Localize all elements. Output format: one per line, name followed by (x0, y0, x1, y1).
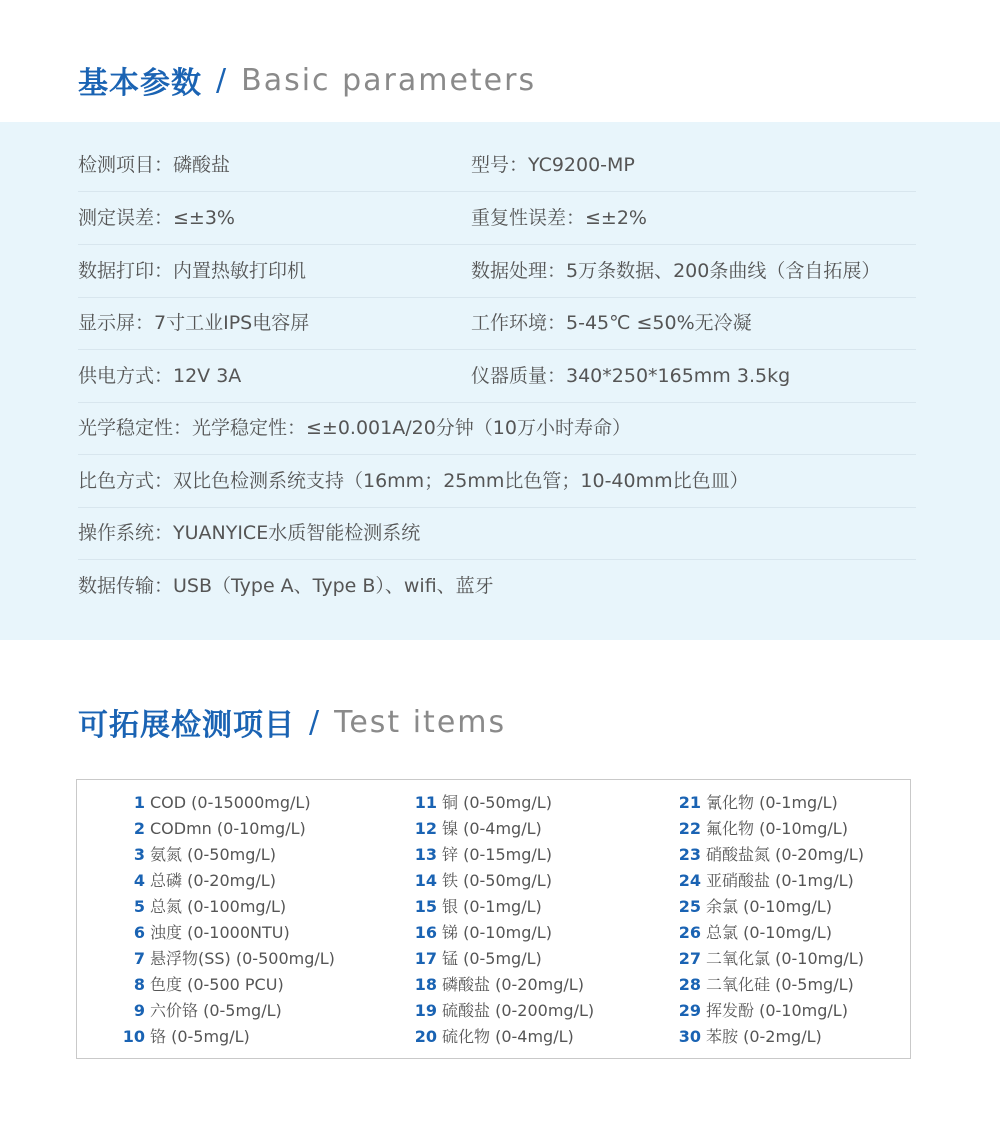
test-item-label: 铬 (0-5mg/L) (150, 1027, 250, 1046)
test-item (671, 816, 864, 842)
test-item-label: 二氧化硅 (0-5mg/L) (706, 975, 854, 994)
param-row (78, 455, 916, 508)
test-item-number: 29 (678, 1001, 701, 1020)
heading-zh: 可拓展检测项目 (78, 708, 295, 743)
param-item: 仪器质量：340*250*165mm 3.5kg (471, 365, 791, 387)
test-item (121, 946, 335, 972)
test-item (671, 946, 864, 972)
param-row (78, 507, 916, 560)
test-item-number: 24 (678, 871, 701, 890)
test-item (407, 842, 594, 868)
heading-en: Test items (334, 704, 507, 740)
param-item: 型号：YC9200-MP (471, 154, 635, 176)
test-item-label: 硝酸盐氮 (0-20mg/L) (706, 845, 864, 864)
test-item-number: 13 (414, 845, 437, 864)
test-item-number: 5 (133, 897, 145, 916)
param-row (78, 297, 916, 350)
param-row (78, 350, 916, 403)
test-item-label: 硫化物 (0-4mg/L) (442, 1027, 574, 1046)
test-item-label: 亚硝酸盐 (0-1mg/L) (706, 871, 854, 890)
test-item-number: 21 (678, 793, 701, 812)
param-item: 测定误差：≤±3% (78, 207, 235, 229)
test-item-label: 氟化物 (0-10mg/L) (706, 819, 848, 838)
param-item: 检测项目：磷酸盐 (78, 154, 231, 176)
test-item-number: 7 (133, 949, 145, 968)
test-item-number: 12 (414, 819, 437, 838)
test-item-number: 8 (133, 975, 145, 994)
test-item-label: 色度 (0-500 PCU) (150, 975, 284, 994)
test-item-number: 14 (414, 871, 437, 890)
param-row (78, 139, 916, 192)
test-item-number: 1 (133, 793, 145, 812)
param-item: 数据传输：USB（Type A、Type B）、wifi、蓝牙 (78, 575, 494, 597)
test-item (671, 998, 864, 1024)
param-item: 光学稳定性：光学稳定性：≤±0.001A/20分钟（10万小时寿命） (78, 417, 631, 439)
test-item-label: 浊度 (0-1000NTU) (150, 923, 290, 942)
param-item: 操作系统：YUANYICE水质智能检测系统 (78, 522, 421, 544)
heading-en: Basic parameters (241, 62, 537, 98)
test-item-number: 11 (414, 793, 437, 812)
param-item: 显示屏：7寸工业IPS电容屏 (78, 312, 310, 334)
test-item-label: 六价铬 (0-5mg/L) (150, 1001, 282, 1020)
test-item-label: 镍 (0-4mg/L) (442, 819, 542, 838)
test-item-number: 26 (678, 923, 701, 942)
test-item-label: 二氧化氯 (0-10mg/L) (706, 949, 864, 968)
heading-zh: 基本参数 (78, 66, 202, 101)
test-item-label: 锰 (0-5mg/L) (442, 949, 542, 968)
test-item-number: 6 (133, 923, 145, 942)
test-item (121, 1024, 335, 1050)
test-item-label: 铁 (0-50mg/L) (442, 871, 552, 890)
test-item-label: 挥发酚 (0-10mg/L) (706, 1001, 848, 1020)
parameters-panel (0, 122, 1000, 640)
test-item-number: 25 (678, 897, 701, 916)
param-row (78, 560, 916, 612)
test-item-label: 锑 (0-10mg/L) (442, 923, 552, 942)
param-row (78, 402, 916, 455)
test-item (121, 816, 335, 842)
param-row (78, 245, 916, 298)
test-items-column (671, 790, 864, 1050)
test-item-number: 10 (122, 1027, 145, 1046)
param-item: 工作环境：5-45℃ ≤50%无冷凝 (471, 312, 752, 334)
test-item-number: 30 (678, 1027, 701, 1046)
test-item (671, 790, 864, 816)
test-item-number: 9 (133, 1001, 145, 1020)
test-item-label: 磷酸盐 (0-20mg/L) (442, 975, 584, 994)
test-item (121, 920, 335, 946)
test-item-number: 16 (414, 923, 437, 942)
test-item-label: 余氯 (0-10mg/L) (706, 897, 832, 916)
test-item-label: 氨氮 (0-50mg/L) (150, 845, 276, 864)
test-items-column (407, 790, 594, 1050)
test-item-label: CODmn (0-10mg/L) (150, 819, 306, 838)
test-item (671, 972, 864, 998)
test-item-number: 4 (133, 871, 145, 890)
heading-slash: / (309, 704, 321, 740)
param-item: 重复性误差：≤±2% (471, 207, 647, 229)
basic-parameters-heading (78, 58, 536, 102)
test-item (671, 894, 864, 920)
test-item (407, 946, 594, 972)
test-item-number: 19 (414, 1001, 437, 1020)
test-item-label: COD (0-15000mg/L) (150, 793, 311, 812)
test-item (407, 816, 594, 842)
test-item-number: 27 (678, 949, 701, 968)
test-item (407, 790, 594, 816)
test-item-number: 15 (414, 897, 437, 916)
test-item-label: 氰化物 (0-1mg/L) (706, 793, 838, 812)
test-item (407, 894, 594, 920)
test-item-label: 铜 (0-50mg/L) (442, 793, 552, 812)
test-item-number: 22 (678, 819, 701, 838)
test-item (121, 790, 335, 816)
test-items-column (121, 790, 335, 1050)
test-item-label: 总磷 (0-20mg/L) (150, 871, 276, 890)
test-item (671, 868, 864, 894)
test-item-number: 20 (414, 1027, 437, 1046)
test-item (671, 920, 864, 946)
test-items-heading (78, 700, 506, 744)
param-item: 数据打印：内置热敏打印机 (78, 260, 307, 282)
test-item-label: 总氮 (0-100mg/L) (150, 897, 287, 916)
test-item (671, 1024, 864, 1050)
test-item (671, 842, 864, 868)
test-item-label: 锌 (0-15mg/L) (442, 845, 552, 864)
test-item (407, 868, 594, 894)
test-item-label: 总氯 (0-10mg/L) (706, 923, 832, 942)
test-item-number: 23 (678, 845, 701, 864)
test-item (121, 894, 335, 920)
test-item-number: 17 (414, 949, 437, 968)
test-item (121, 842, 335, 868)
test-item (407, 998, 594, 1024)
test-item-number: 28 (678, 975, 701, 994)
test-item-number: 18 (414, 975, 437, 994)
test-item (121, 998, 335, 1024)
test-items-table (76, 779, 911, 1059)
test-item (121, 972, 335, 998)
param-item: 数据处理：5万条数据、200条曲线（含自拓展） (471, 260, 881, 282)
test-item (121, 868, 335, 894)
test-item-label: 硫酸盐 (0-200mg/L) (442, 1001, 595, 1020)
test-item-number: 2 (133, 819, 145, 838)
test-item (407, 972, 594, 998)
test-item-label: 苯胺 (0-2mg/L) (706, 1027, 822, 1046)
param-item: 供电方式：12V 3A (78, 365, 242, 387)
test-item (407, 920, 594, 946)
param-item: 比色方式：双比色检测系统支持（16mm；25mm比色管；10-40mm比色皿） (78, 470, 749, 492)
test-item-label: 悬浮物(SS) (0-500mg/L) (150, 949, 335, 968)
test-item-label: 银 (0-1mg/L) (442, 897, 542, 916)
param-row (78, 192, 916, 245)
heading-slash: / (216, 62, 228, 98)
test-item-number: 3 (133, 845, 145, 864)
test-item (407, 1024, 594, 1050)
